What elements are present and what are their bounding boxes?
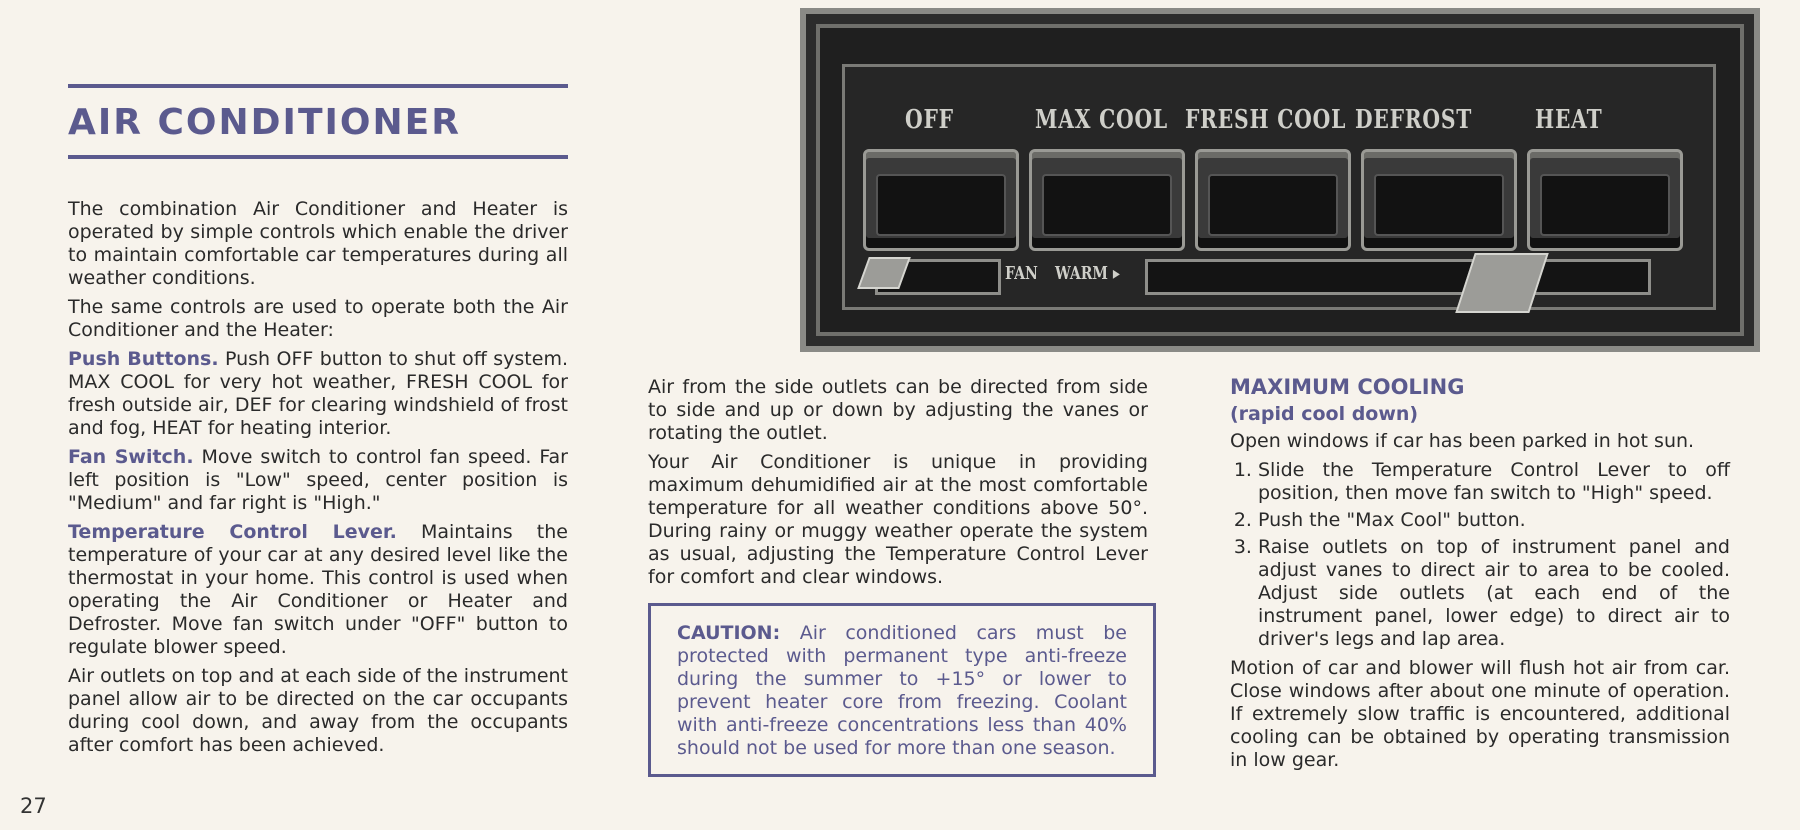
max-cool-button [1029, 149, 1185, 251]
control-panel-illustration [800, 8, 1760, 352]
rapid-cool-subheading: (rapid cool down) [1230, 403, 1419, 425]
temperature-lever-text: Maintains the temperature of your car at any desired level like the thermostat in your home. This control is used when operating the Air Conditioner or Heater and Defroster. Move fan switch under "OFF" button to regulate blower speed. [68, 521, 568, 658]
push-buttons-lead: Push Buttons. [68, 348, 219, 370]
page-number: 27 [20, 794, 47, 818]
heat-button [1527, 149, 1683, 251]
title-rule-bottom [68, 155, 568, 159]
air-outlets-paragraph: Air outlets on top and at each side of the instrument panel allow air to be directed on the car occupants during cool down, and away from the occupants after comfort has been achieved. [68, 665, 569, 756]
open-windows-paragraph: Open windows if car has been parked in hot sun. [1230, 430, 1695, 452]
caution-box [648, 603, 1156, 777]
cooling-steps-list [1230, 459, 1730, 651]
label-off: OFF [905, 105, 954, 135]
middle-column [648, 376, 1148, 595]
push-buttons-text: Push OFF button to shut off system. MAX COOL for very hot weather, FRESH COOL for fresh outside air, DEF for clearing windshield of frost and fog, HEAT for heating interior. [68, 348, 568, 439]
label-heat: HEAT [1535, 105, 1603, 135]
intro-paragraph: The combination Air Conditioner and Heater is operated by simple controls which enable the driver to maintain comfortable car temperatures during all weather conditions. [68, 198, 568, 289]
list-item: 2. Push the "Max Cool" button. [1258, 509, 1730, 532]
left-column [68, 198, 568, 763]
title-rule-top [68, 84, 568, 88]
motion-paragraph: Motion of car and blower will flush hot air from car. Close windows after about one minute of operation. If extremely slow traffic is encountered, additional cooling can be obtained by operating transmission in low gear. [1230, 657, 1730, 771]
dehumidified-paragraph: Your Air Conditioner is unique in providing maximum dehumidified air at the most comfortable temperature for all weather conditions above 50°. During rainy or muggy weather operate the system as usual, adjusting the Temperature Control Lever for comfort and clear windows. [648, 451, 1148, 588]
list-item: 1. Slide the Temperature Control Lever to off position, then move fan switch to "High" speed. [1258, 459, 1730, 505]
label-max-cool: MAX COOL [1035, 105, 1168, 135]
warm-label: WARM ▸ [1055, 263, 1120, 284]
fan-switch-text: Move switch to control fan speed. Far left position is "Low" speed, center position is "Medium" and far right is "High." [68, 446, 568, 514]
controls-paragraph: The same controls are used to operate both the Air Conditioner and the Heater: [68, 296, 568, 341]
fan-label: FAN [1005, 263, 1038, 284]
push-buttons-paragraph [68, 348, 568, 440]
label-fresh-cool: FRESH COOL [1185, 105, 1347, 135]
page-title: AIR CONDITIONER [68, 102, 461, 143]
fan-switch-lead: Fan Switch. [68, 446, 194, 468]
caution-text: Air conditioned cars must be protected with permanent type anti-freeze during the summer to +15° or lower to prevent heater core from freezing. Coolant with anti-freeze concentrations less than 40% should not be used for more than one season. [677, 622, 1127, 759]
fan-switch-paragraph [68, 446, 568, 515]
maximum-cooling-heading: MAXIMUM COOLING [1230, 375, 1465, 399]
temperature-lever-slot [1145, 259, 1651, 295]
defrost-button [1361, 149, 1517, 251]
label-defrost: DEFROST [1355, 105, 1473, 135]
control-panel-face [842, 64, 1716, 310]
fresh-cool-button [1195, 149, 1351, 251]
off-button [863, 149, 1019, 251]
list-item: 3. Raise outlets on top of instrument panel and adjust vanes to direct air to area to be cooled. Adjust side outlets (at each end of the instrument panel, lower edge) to direct air to driver's legs and lap area. [1258, 536, 1730, 651]
title-block [68, 84, 568, 159]
caution-lead: CAUTION: [677, 622, 781, 644]
right-column [1230, 376, 1730, 778]
temperature-lever-paragraph [68, 521, 568, 659]
side-outlets-paragraph: Air from the side outlets can be directed from side to side and up or down by adjusting the vanes or rotating the outlet. [648, 376, 1148, 444]
temperature-lever-lead: Temperature Control Lever. [68, 521, 397, 543]
